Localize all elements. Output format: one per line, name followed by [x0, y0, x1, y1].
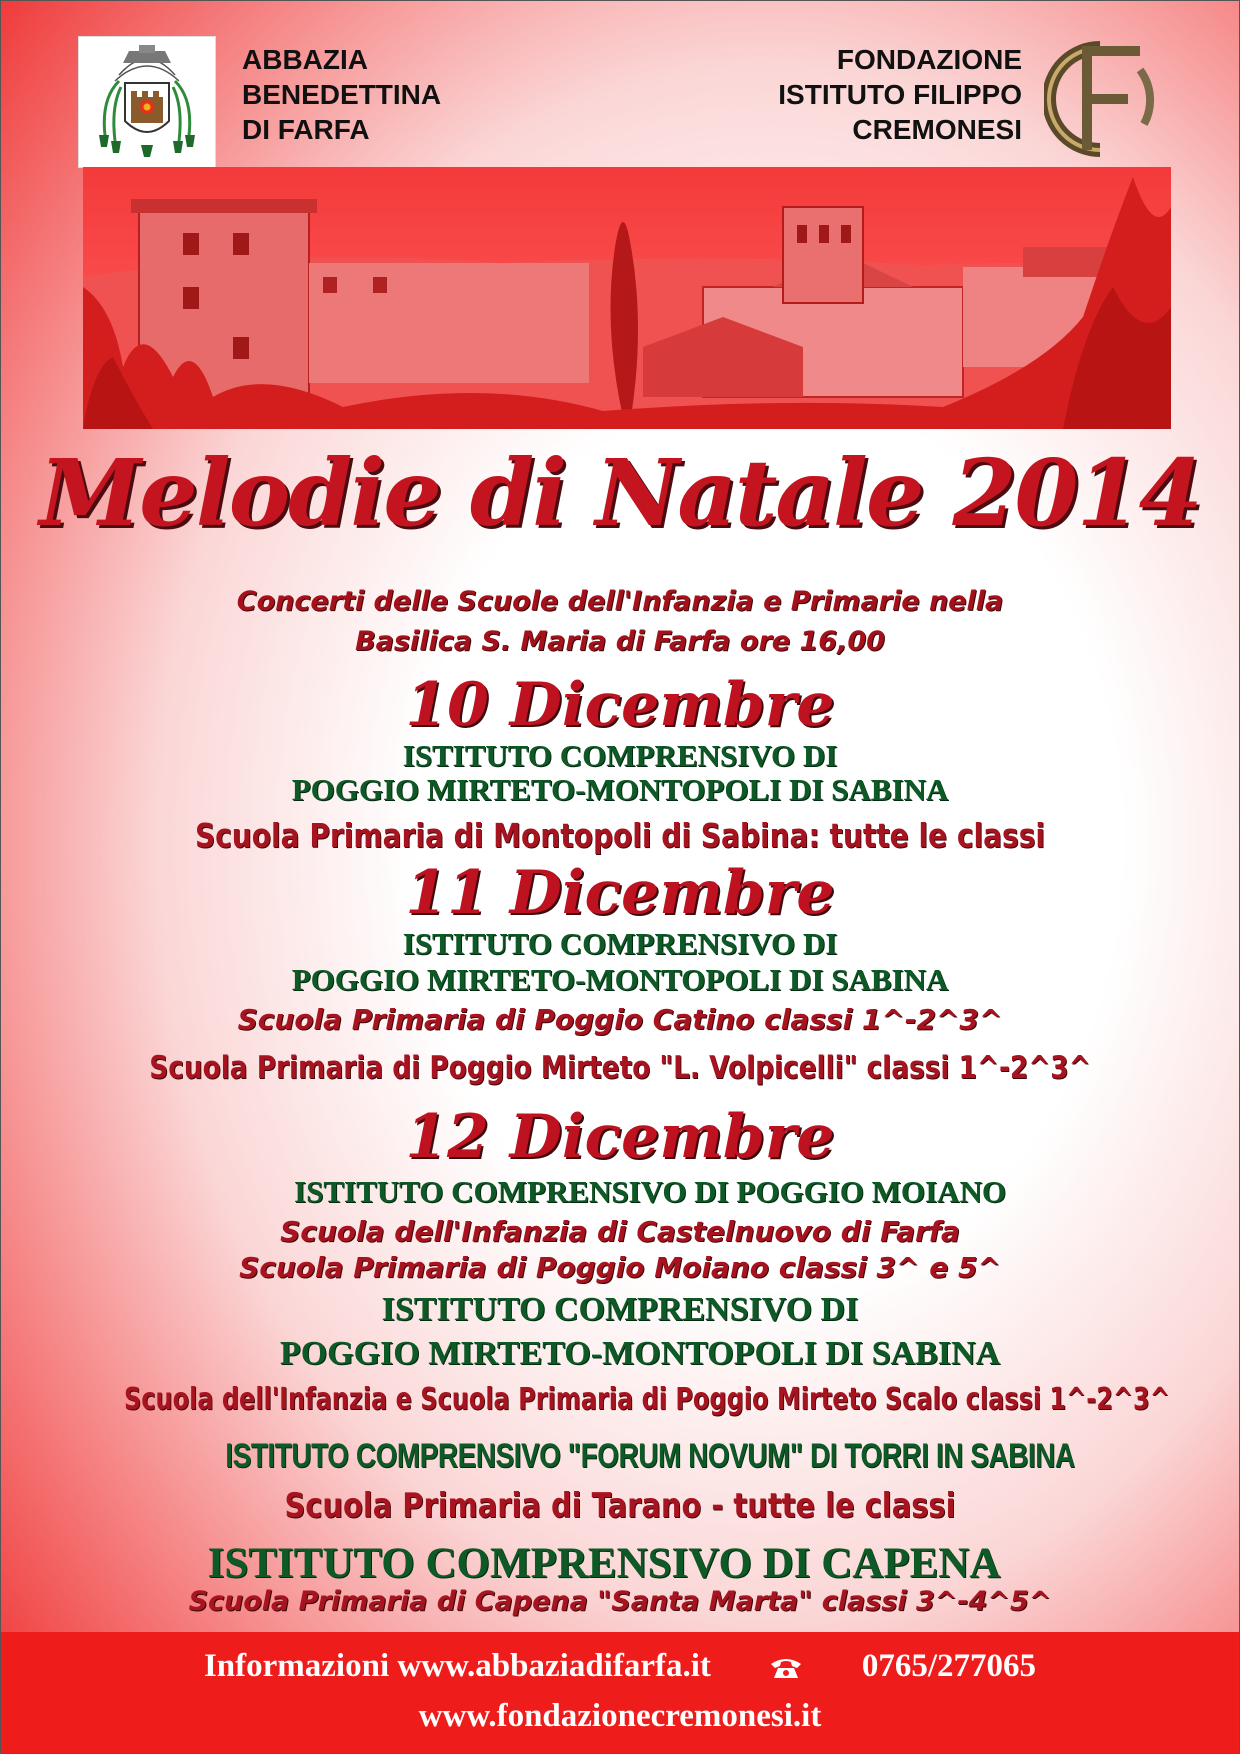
school-entry: Scuola Primaria di Tarano - tutte le classi — [284, 1486, 956, 1526]
foundation-name — [778, 42, 1022, 147]
abbey-name-line: BENEDETTINA — [242, 79, 442, 110]
date-heading: 10 Dicembre — [405, 670, 835, 740]
date-heading: 12 Dicembre — [405, 1102, 835, 1172]
abbey-name-line: ABBAZIA — [242, 44, 368, 75]
footer-contact-line — [0, 1648, 1240, 1685]
institute-name: ISTITUTO COMPRENSIVO DI CAPENA — [207, 1540, 1001, 1587]
abbey-name-line: DI FARFA — [242, 114, 370, 145]
institute-name: POGGIO MIRTETO-MONTOPOLI DI SABINA — [291, 772, 949, 807]
date-heading: 11 Dicembre — [405, 858, 835, 928]
institute-name: ISTITUTO COMPRENSIVO DI — [381, 1291, 859, 1328]
abbey-website-link[interactable]: www.abbaziadifarfa.it — [397, 1648, 711, 1684]
institute-name: ISTITUTO COMPRENSIVO DI — [402, 738, 838, 773]
abbey-photo — [83, 167, 1171, 429]
foundation-name-line: FONDAZIONE — [836, 44, 1022, 75]
phone-number[interactable]: 0765/277065 — [861, 1648, 1037, 1684]
institute-name: POGGIO MIRTETO-MONTOPOLI DI SABINA — [279, 1335, 1001, 1372]
subtitle-line-2: Basilica S. Maria di Farfa ore 16,00 — [355, 626, 885, 657]
info-footer — [0, 1632, 1240, 1754]
foundation-name-line: ISTITUTO FILIPPO — [778, 79, 1022, 110]
abbey-coat-of-arms-logo — [78, 36, 216, 168]
abbey-name — [242, 42, 441, 147]
institute-name: ISTITUTO COMPRENSIVO DI POGGIO MOIANO — [294, 1174, 1006, 1209]
institute-name: ISTITUTO COMPRENSIVO DI — [402, 926, 838, 961]
foundation-monogram-logo — [1044, 38, 1160, 160]
subtitle-line-1: Concerti delle Scuole dell'Infanzia e Primarie nella — [236, 586, 1004, 617]
school-entry: Scuola Primaria di Poggio Mirteto "L. Volpicelli" classi 1^-2^3^ — [149, 1050, 1091, 1086]
school-entry: Scuola dell'Infanzia di Castelnuovo di Farfa — [280, 1215, 960, 1248]
school-entry: Scuola Primaria di Capena "Santa Marta" classi 3^-4^5^ — [188, 1586, 1052, 1617]
school-entry: Scuola Primaria di Poggio Moiano classi 3^ e 5^ — [239, 1251, 1001, 1284]
institute-name: POGGIO MIRTETO-MONTOPOLI DI SABINA — [291, 962, 949, 997]
institute-name: ISTITUTO COMPRENSIVO "FORUM NOVUM" DI TORRI IN SABINA — [225, 1437, 1075, 1475]
school-entry: Scuola Primaria di Poggio Catino classi 1^-2^3^ — [237, 1003, 1003, 1036]
school-entry: Scuola Primaria di Montopoli di Sabina: tutte le classi — [194, 816, 1046, 855]
foundation-website-link[interactable]: www.fondazionecremonesi.it — [418, 1698, 822, 1734]
event-title: Melodie di Natale 2014 — [39, 439, 1201, 547]
telephone-icon — [769, 1656, 803, 1680]
school-entry: Scuola dell'Infanzia e Scuola Primaria di Poggio Mirteto Scalo classi 1^-2^3^ — [124, 1382, 1170, 1417]
foundation-name-line: CREMONESI — [852, 114, 1022, 145]
info-label: Informazioni — [203, 1648, 390, 1684]
